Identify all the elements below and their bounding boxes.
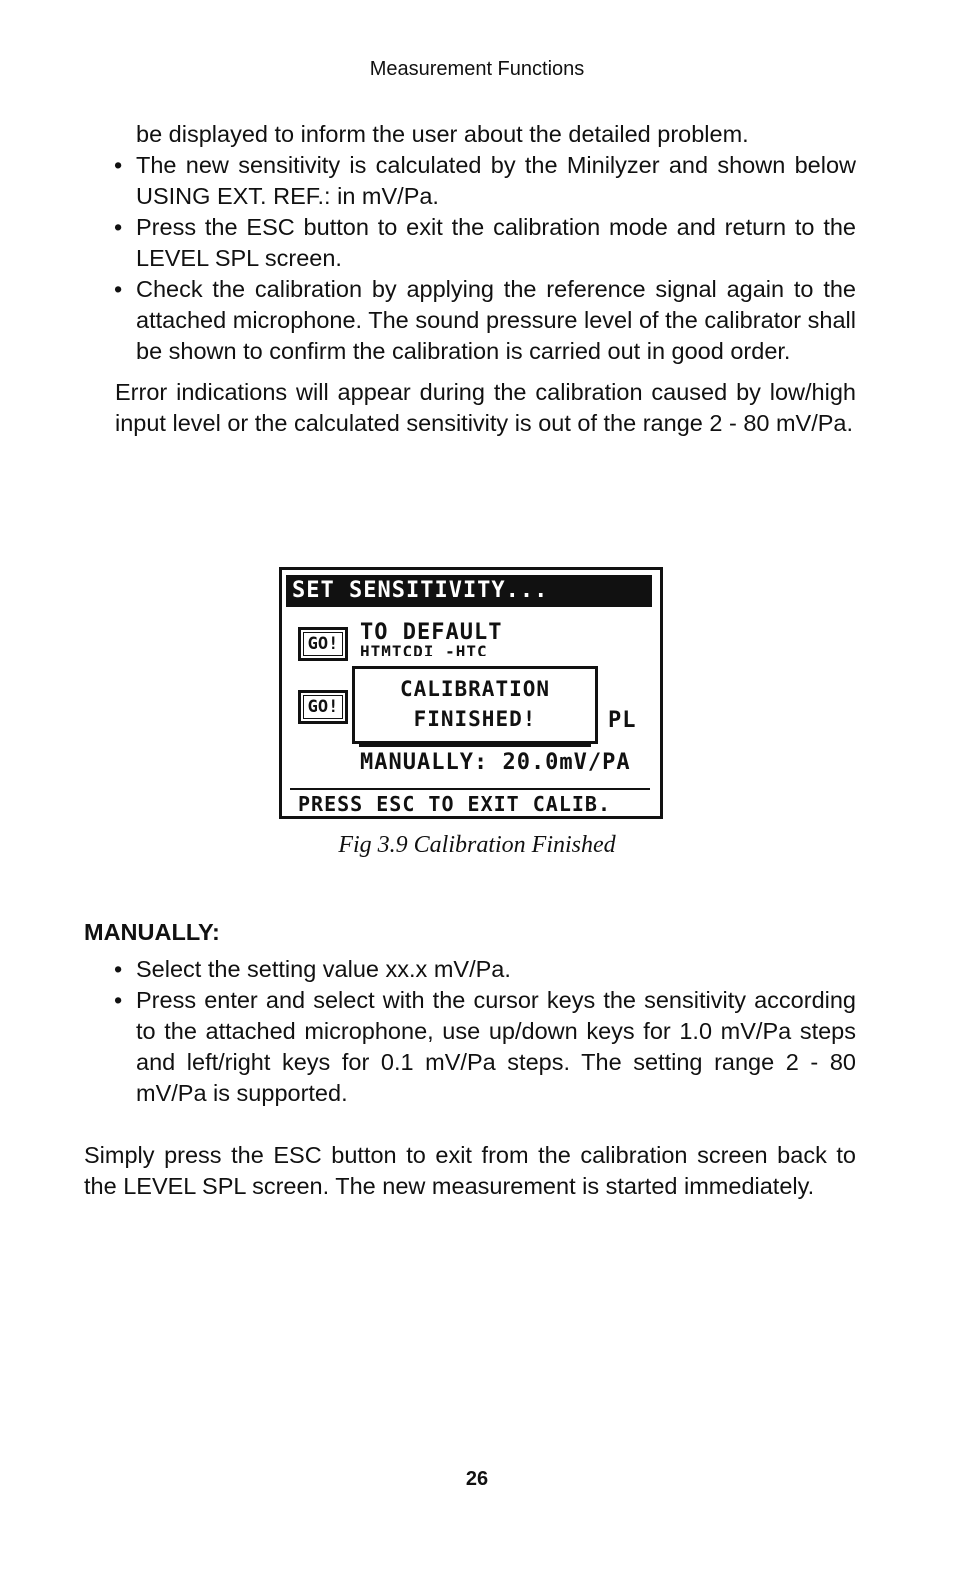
lcd-divider <box>290 788 650 790</box>
bullet-icon: • <box>114 987 123 1013</box>
list-item: • Press the ESC button to exit the calibration mode and return to the LEVEL SPL screen. <box>114 214 856 271</box>
manual-section <box>84 917 856 1202</box>
top-text-section <box>84 119 856 439</box>
popup-line-2: FINISHED! <box>413 707 537 731</box>
pl-fragment: PL <box>608 708 637 733</box>
partial-hidden-line: HTMTCDI -HTC <box>360 644 488 656</box>
list-item: • Press enter and select with the cursor keys the sensitivity according to the attached microphone, use up/down keys for 1.0 mV/Pa steps and left/right keys for 0.1 mV/Pa steps. The setting range 2 - 80 mV/Pa is supported. <box>114 987 856 1106</box>
running-header: Measurement Functions <box>369 58 585 80</box>
intro-continuation: be displayed to inform the user about the detailed problem. <box>136 121 749 147</box>
manually-heading: MANUALLY: <box>84 919 220 945</box>
lcd-bottom-instruction: PRESS ESC TO EXIT CALIB. <box>298 792 611 816</box>
go-button-ext-ref: GO! <box>298 690 348 724</box>
go-button-default: GO! <box>298 627 348 661</box>
top-bullet-list <box>84 150 856 367</box>
lcd-screen-figure <box>279 567 663 819</box>
to-default-label: TO DEFAULT <box>360 620 503 645</box>
list-item: • Select the setting value xx.x mV/Pa. <box>84 954 856 985</box>
list-item: • Check the calibration by applying the reference signal again to the attached microphone. The sound pressure level of the calibrator shall be shown to confirm the calibration is carried out in good order. <box>114 276 856 364</box>
bullet-icon: • <box>114 152 123 178</box>
manually-value-line: MANUALLY: 20.0mV/PA <box>360 750 631 775</box>
closing-paragraph: Simply press the ESC button to exit from the calibration screen back to the LEVEL SPL screen. The new measurement is started immediately. <box>84 1142 856 1199</box>
error-paragraph: Error indications will appear during the calibration caused by low/high input level or the calculated sensitivity is out of the range 2 - 80 mV/Pa. <box>115 379 856 436</box>
page-number: 26 <box>465 1468 489 1490</box>
bullet-icon: • <box>114 956 123 982</box>
popup-line-1: CALIBRATION <box>399 677 551 701</box>
figure-caption: Fig 3.9 Calibration Finished <box>338 832 616 858</box>
manual-bullet-list <box>84 954 856 1109</box>
list-item: • The new sensitivity is calculated by the Minilyzer and shown below USING EXT. REF.: in mV/Pa. <box>114 152 856 209</box>
lcd-title-bar: SET SENSITIVITY... <box>286 575 652 607</box>
calibration-finished-popup <box>352 666 598 744</box>
bullet-icon: • <box>114 276 123 302</box>
bullet-icon: • <box>114 214 123 240</box>
